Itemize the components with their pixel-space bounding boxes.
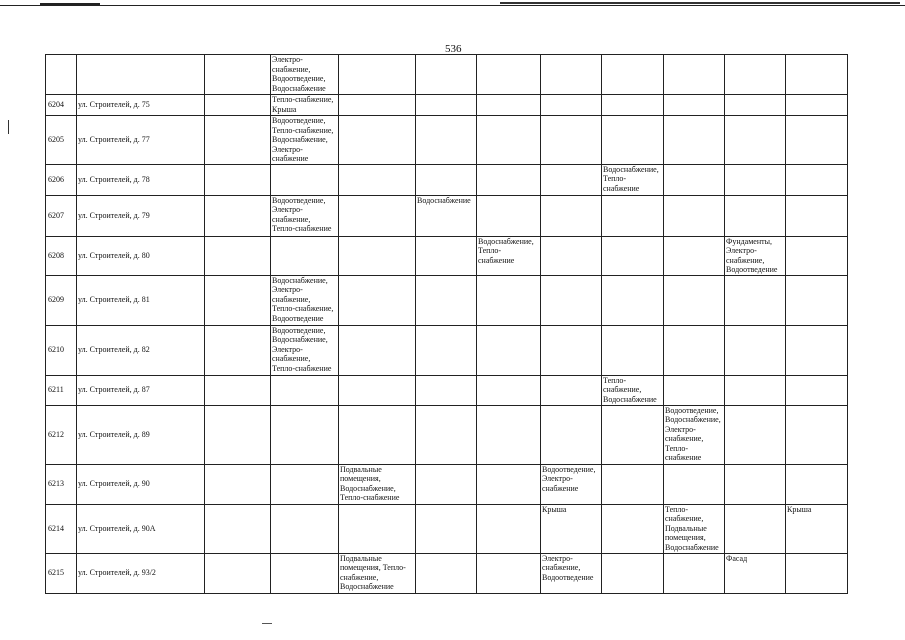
work-type-cell [602,275,664,325]
work-type-cell [477,504,541,553]
work-type-cell [786,236,848,275]
work-type-cell [664,375,725,405]
work-type-cell [205,236,271,275]
work-type-cell [786,55,848,95]
address-cell: ул. Строителей, д. 93/2 [77,553,205,593]
work-type-cell [541,164,602,195]
work-type-cell [786,195,848,236]
address-cell: ул. Строителей, д. 77 [77,116,205,165]
work-type-cell [786,325,848,375]
work-type-cell [602,116,664,165]
work-type-cell: Тепло- снабжение, Подвальные помещения, Водоснабжение [664,504,725,553]
row-number: 6210 [46,325,77,375]
address-cell: ул. Строителей, д. 81 [77,275,205,325]
work-type-cell [477,195,541,236]
work-type-cell: Крыша [541,504,602,553]
row-number: 6213 [46,464,77,504]
work-type-cell [725,164,786,195]
work-type-cell [416,405,477,464]
work-type-cell [477,464,541,504]
work-type-cell [541,275,602,325]
work-type-cell [664,195,725,236]
work-type-cell [664,236,725,275]
work-type-cell [602,464,664,504]
work-type-cell: Водоснабжение, Электро- снабжение, Тепло-снабжение, Водоотведение [271,275,339,325]
work-type-cell [416,236,477,275]
table-row [46,164,848,195]
work-type-cell [786,375,848,405]
row-number: 6207 [46,195,77,236]
work-type-cell [725,405,786,464]
work-type-cell [205,375,271,405]
work-type-cell [477,275,541,325]
work-type-cell [725,116,786,165]
scan-margin-mark [8,120,9,134]
address-cell: ул. Строителей, д. 75 [77,95,205,116]
row-number: 6211 [46,375,77,405]
work-type-cell [416,464,477,504]
work-type-cell: Водоотведение, Тепло-снабжение, Водоснабжение, Электро- снабжение [271,116,339,165]
work-type-cell [205,55,271,95]
table-row [46,375,848,405]
work-type-cell [477,116,541,165]
work-type-cell: Электро- снабжение, Водоотведение, Водоснабжение [271,55,339,95]
work-type-cell [271,236,339,275]
work-type-cell [786,164,848,195]
work-type-cell [602,236,664,275]
work-type-cell [271,553,339,593]
work-type-cell: Тепло-снабжение, Крыша [271,95,339,116]
work-type-cell: Подвальные помещения, Водоснабжение, Тепло-снабжение [339,464,416,504]
work-type-cell [205,116,271,165]
work-type-cell [602,95,664,116]
work-type-cell [416,116,477,165]
work-type-cell [664,55,725,95]
work-type-cell [339,95,416,116]
work-type-cell [541,116,602,165]
work-type-cell [477,325,541,375]
address-cell: ул. Строителей, д. 87 [77,375,205,405]
work-type-cell [339,504,416,553]
work-type-cell [786,553,848,593]
work-type-cell [541,325,602,375]
work-type-cell [786,95,848,116]
work-type-cell: Фундаменты, Электро- снабжение, Водоотведение [725,236,786,275]
work-type-cell [205,275,271,325]
work-type-cell [339,116,416,165]
row-number: 6214 [46,504,77,553]
work-type-cell [725,55,786,95]
table-row [46,236,848,275]
work-type-cell: Подвальные помещения, Тепло- снабжение, Водоснабжение [339,553,416,593]
work-type-cell [477,95,541,116]
work-type-cell: Фасад [725,553,786,593]
work-type-cell [541,55,602,95]
work-type-cell [416,55,477,95]
address-cell: ул. Строителей, д. 90А [77,504,205,553]
table-row [46,405,848,464]
work-type-cell [339,55,416,95]
scan-top-mark [500,2,900,4]
work-type-cell [786,275,848,325]
work-type-cell [602,195,664,236]
work-type-cell [205,95,271,116]
work-type-cell: Водоснабжение [416,195,477,236]
work-type-cell [416,275,477,325]
address-cell: ул. Строителей, д. 78 [77,164,205,195]
scan-bottom-mark [262,623,272,624]
work-type-cell: Водоотведение, Электро- снабжение, Тепло-снабжение [271,195,339,236]
work-type-cell [205,325,271,375]
work-type-cell [339,195,416,236]
work-type-cell [271,504,339,553]
work-type-cell: Водоотведение, Электро- снабжение [541,464,602,504]
work-type-cell [602,553,664,593]
work-type-cell: Тепло- снабжение, Водоснабжение [602,375,664,405]
row-number: 6205 [46,116,77,165]
row-number: 6215 [46,553,77,593]
work-type-cell [205,195,271,236]
work-type-cell: Водоотведение, Водоснабжение, Электро- снабжение, Тепло-снабжение [271,325,339,375]
work-type-cell: Водоснабжение, Тепло- снабжение [477,236,541,275]
row-number: 6206 [46,164,77,195]
work-type-cell [477,405,541,464]
work-type-cell [339,375,416,405]
work-type-cell [271,405,339,464]
row-number: 6209 [46,275,77,325]
work-type-cell [205,504,271,553]
work-type-cell [664,325,725,375]
repair-schedule-table [45,54,848,594]
work-type-cell [477,553,541,593]
row-number: 6204 [46,95,77,116]
table-row [46,95,848,116]
work-type-cell [664,464,725,504]
work-type-cell [205,553,271,593]
work-type-cell [725,195,786,236]
address-cell: ул. Строителей, д. 80 [77,236,205,275]
work-type-cell [664,95,725,116]
table-row [46,504,848,553]
work-type-cell [416,164,477,195]
work-type-cell [725,275,786,325]
work-type-cell [602,55,664,95]
row-number: 6208 [46,236,77,275]
work-type-cell [477,55,541,95]
work-type-cell [339,236,416,275]
work-type-cell [664,164,725,195]
address-cell: ул. Строителей, д. 89 [77,405,205,464]
work-type-cell [541,375,602,405]
work-type-cell [205,405,271,464]
work-type-cell [602,405,664,464]
work-type-cell [725,325,786,375]
table-row [46,325,848,375]
work-type-cell [541,405,602,464]
work-type-cell [786,116,848,165]
address-cell [77,55,205,95]
page-number: 536 [445,43,462,55]
work-type-cell [664,275,725,325]
work-type-cell [725,375,786,405]
work-type-cell [416,95,477,116]
row-number [46,55,77,95]
table-row [46,55,848,95]
row-number: 6212 [46,405,77,464]
work-type-cell [541,236,602,275]
address-cell: ул. Строителей, д. 90 [77,464,205,504]
work-type-cell [664,553,725,593]
work-type-cell: Водоснабжение, Тепло- снабжение [602,164,664,195]
work-type-cell [271,464,339,504]
address-cell: ул. Строителей, д. 79 [77,195,205,236]
work-type-cell [271,164,339,195]
work-type-cell [416,325,477,375]
work-type-cell [725,504,786,553]
work-type-cell [339,325,416,375]
table-row [46,116,848,165]
scan-top-border [0,5,905,6]
work-type-cell [664,116,725,165]
work-type-cell [725,464,786,504]
work-type-cell [339,275,416,325]
table-row [46,553,848,593]
work-type-cell: Крыша [786,504,848,553]
work-type-cell [541,95,602,116]
work-type-cell: Электро- снабжение, Водоотведение [541,553,602,593]
work-type-cell [205,464,271,504]
work-type-cell [477,375,541,405]
table-row [46,464,848,504]
table-row [46,195,848,236]
work-type-cell: Водоотведение, Водоснабжение, Электро- снабжение, Тепло- снабжение [664,405,725,464]
address-cell: ул. Строителей, д. 82 [77,325,205,375]
work-type-cell [786,405,848,464]
work-type-cell [271,375,339,405]
work-type-cell [416,504,477,553]
work-type-cell [205,164,271,195]
work-type-cell [541,195,602,236]
work-type-cell [786,464,848,504]
work-type-cell [416,375,477,405]
work-type-cell [416,553,477,593]
table-row [46,275,848,325]
work-type-cell [477,164,541,195]
work-type-cell [602,325,664,375]
work-type-cell [339,405,416,464]
work-type-cell [602,504,664,553]
work-type-cell [339,164,416,195]
scan-top-mark [40,3,100,6]
work-type-cell [725,95,786,116]
